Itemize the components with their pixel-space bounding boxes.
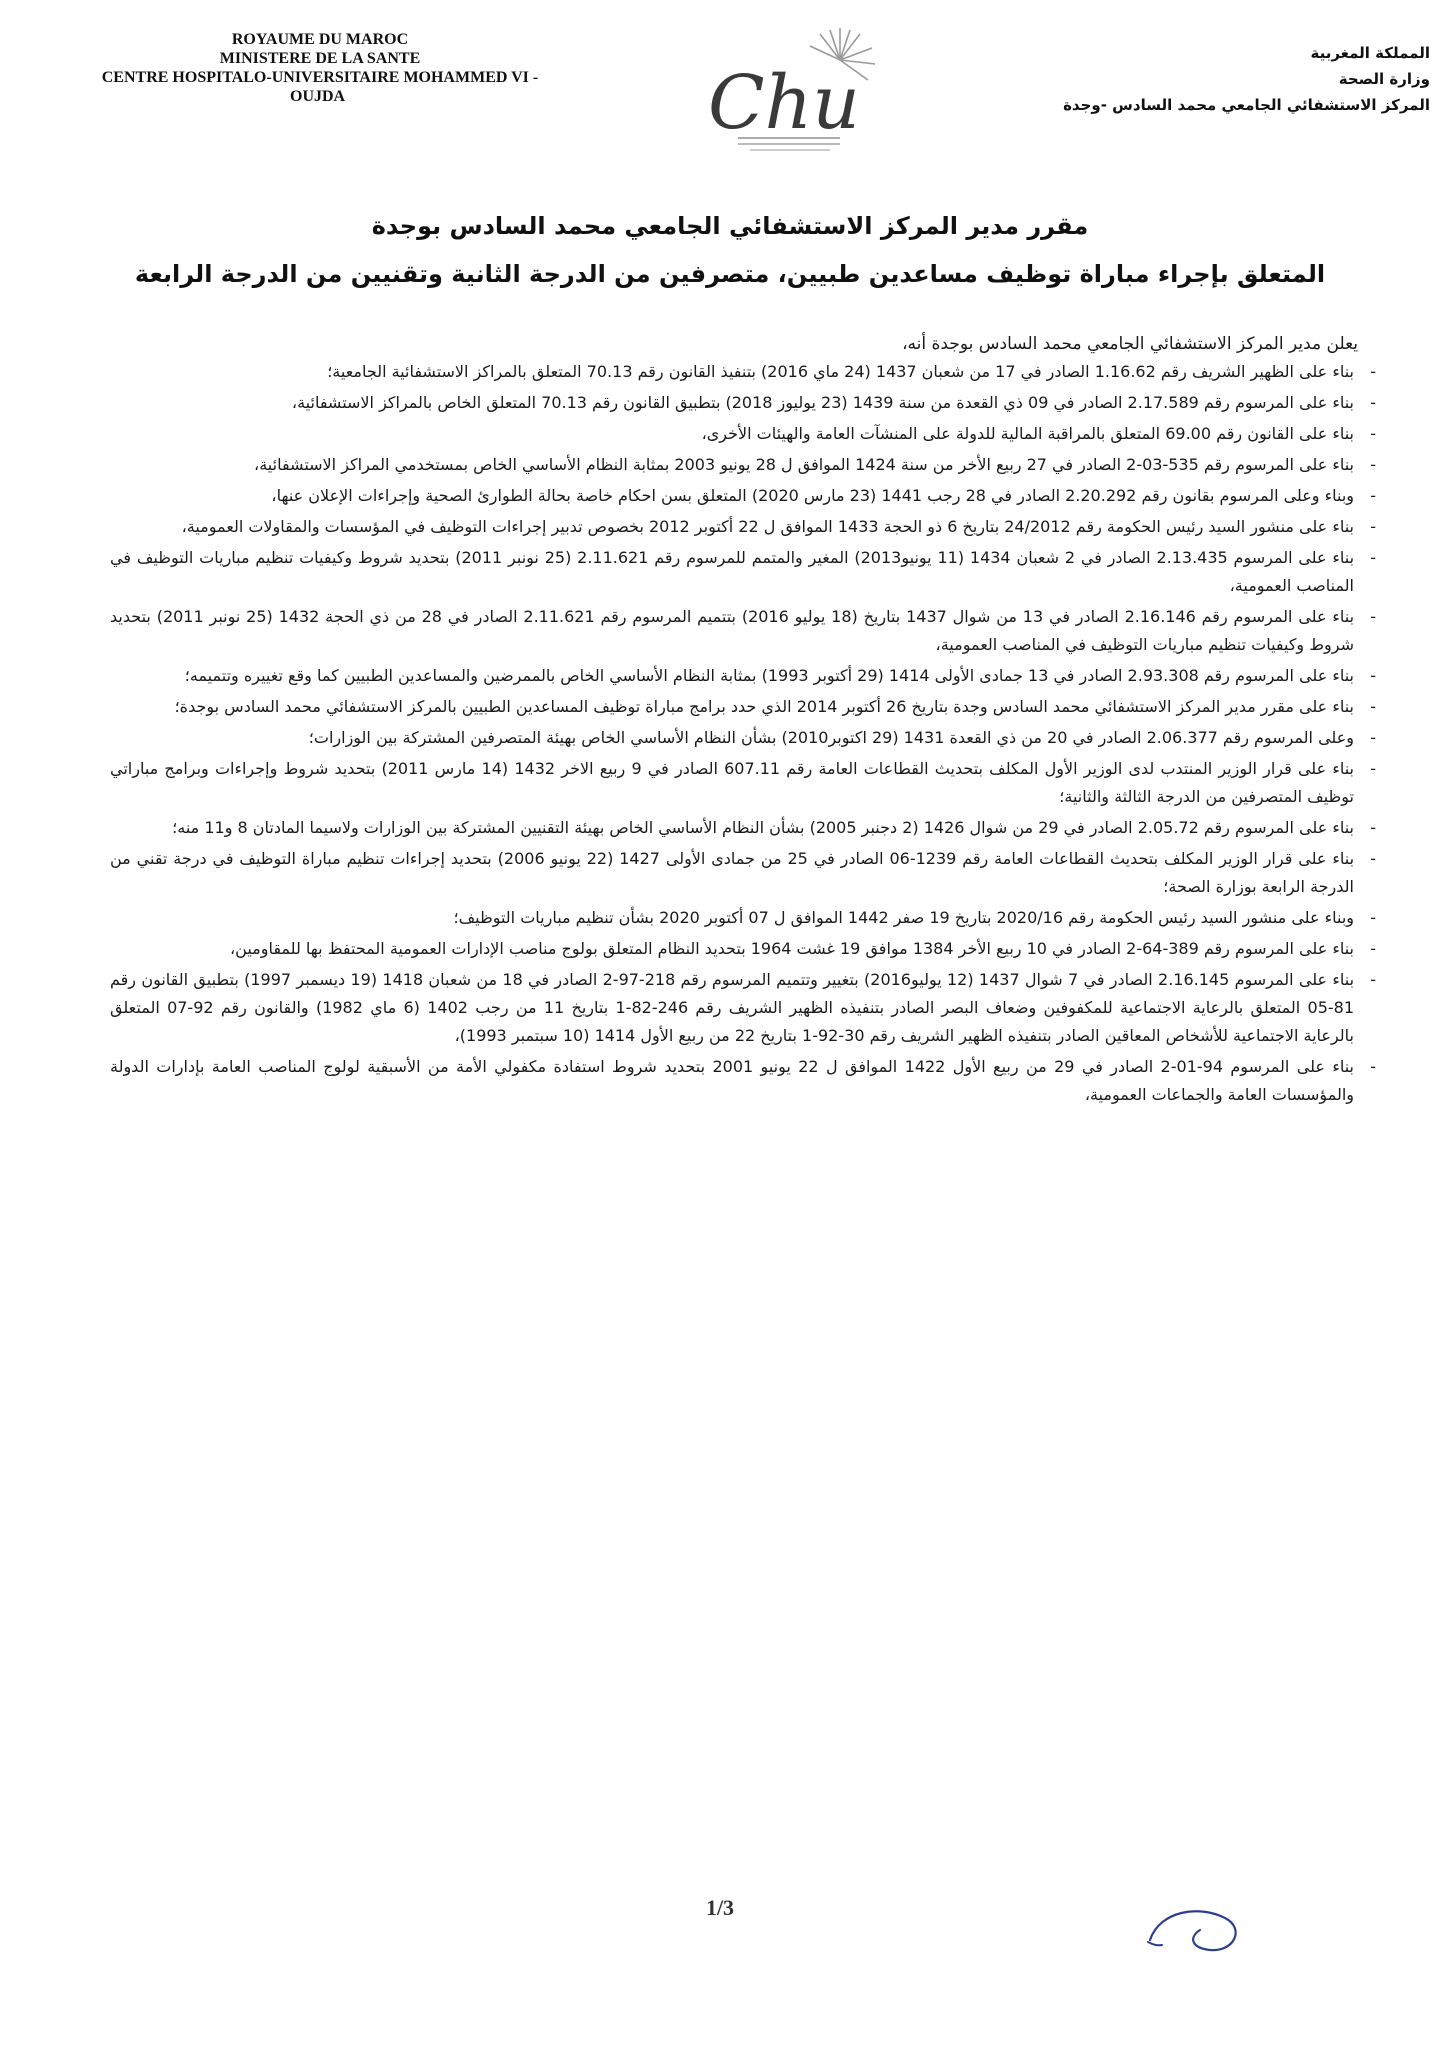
list-item: - بناء على مقرر مدير المركز الاستشفائي محمد السادس وجدة بتاريخ 26 أكتوبر 2014 الذي حدد برامج مباراة توظيف المساعدين الطبيين بالمركز الاستشفائي محمد السادس بوجدة؛ (174, 697, 1376, 716)
list-item: - وعلى المرسوم رقم 2.06.377 الصادر في 20 من ذي القعدة 1431 (29 اكتوبر2010) بشأن النظام الأساسي الخاص بهيئة المتصرفين المشتركة بين الوزارات؛ (308, 728, 1376, 747)
clause-text: بناء على المرسوم رقم 2.17.589 الصادر في 09 ذي القعدة من سنة 1439 (23 يوليوز 2018) بتطبيق القانون رقم 70.13 المتعلق الخاص بالمراكز الاستشفائية، (291, 393, 1354, 412)
list-item: - بناء على الظهير الشريف رقم 1.16.62 الصادر في 17 من شعبان 1437 (24 ماي 2016) بتنفيذ القانون رقم 70.13 المتعلق بالمراكز الاستشفائية الجامعية؛ (327, 362, 1376, 381)
clause-text: بناء على المرسوم رقم 2.05.72 الصادر في 29 من شوال 1426 (2 دجنبر 2005) بشأن النظام الأساسي الخاص بهيئة التقنيين المشتركة بين الوزارات ولاسيما المادتان 8 و11 منه؛ (172, 818, 1354, 837)
list-item: - بناء على المرسوم رقم 2.16.146 الصادر في 13 من شوال 1437 بتاريخ (18 يوليو 2016) بتتميم المرسوم رقم 2.11.621 الصادر في 28 من ذي الحجة 1432 (25 نونبر 2011) بتحديد شروط وكيفيات تنظيم مباريات التوظيف في المناصب العمومية، (110, 607, 1376, 654)
handwritten-signature (1140, 1900, 1250, 1960)
clause-text: وبناء على منشور السيد رئيس الحكومة رقم 2020/16 بتاريخ 19 صفر 1442 الموافق ل 07 أكتوبر 2020 بشأن تنظيم مباريات التوظيف؛ (453, 908, 1354, 927)
header-ar-line-1: المملكة المغربية (1310, 44, 1430, 62)
clause-text: بناء على قرار الوزير المنتدب لدى الوزير الأول المكلف بتحديث القطاعات العامة رقم 607.11 الصادر في 9 ربيع الاخر 1432 (14 مارس 2011) بتحديد شروط وإجراءات وبرامج مباراتي توظيف المتصرفين من الدرجة الثالثة والثانية؛ (110, 759, 1355, 806)
list-item: - بناء على منشور السيد رئيس الحكومة رقم 24/2012 بتاريخ 6 ذو الحجة 1433 الموافق ل 22 أكتوبر 2012 بخصوص تدبير إجراءات التوظيف في المؤسسات والمقاولات العمومية، (181, 517, 1376, 536)
header-arabic (1010, 40, 1430, 118)
list-item: - بناء على المرسوم رقم 2.93.308 الصادر في 13 جمادى الأولى 1414 (29 أكتوبر 1993) بمثابة النظام الأساسي الخاص بالممرضين والمساعدين الطبيين كما وقع تغييره وتتميمه؛ (184, 666, 1376, 685)
page-number: 1/3 (705, 1895, 735, 1920)
document-subtitle: المتعلق بإجراء مباراة توظيف مساعدين طبيين، متصرفين من الدرجة الثانية وتقنيين من الدرجة الرابعة (134, 260, 1326, 288)
list-item: - بناء على المرسوم 2.13.435 الصادر في 2 شعبان 1434 (11 يونيو2013) المغير والمتمم للمرسوم رقم 2.11.621 (25 نونبر 2011) بتحديد شروط وكيفيات تنظيم مباريات التوظيف في المناصب العمومية، (110, 548, 1376, 595)
clause-text: بناء على المرسوم رقم 535-03-2 الصادر في 27 ربيع الأخر من سنة 1424 الموافق ل 28 يونيو 2003 بمثابة النظام الأساسي الخاص بمستخدمي المراكز الاستشفائية، (254, 455, 1354, 474)
list-item: - بناء على المرسوم رقم 2.05.72 الصادر في 29 من شوال 1426 (2 دجنبر 2005) بشأن النظام الأساسي الخاص بهيئة التقنيين المشتركة بين الوزارات ولاسيما المادتان 8 و11 منه؛ (172, 818, 1376, 837)
clause-text: بناء على القانون رقم 69.00 المتعلق بالمراقبة المالية للدولة على المنشآت العامة والهيئات الأخرى، (701, 424, 1354, 443)
clause-text: وبناء وعلى المرسوم بقانون رقم 2.20.292 الصادر في 28 رجب 1441 (23 مارس 2020) المتعلق بسن احكام خاصة بحالة الطوارئ الصحية وإجراءات الإعلان عنها، (271, 486, 1354, 505)
list-item: - بناء على قرار الوزير المكلف بتحديث القطاعات العامة رقم 1239-06 الصادر في 25 من جمادى الأولى 1427 (22 يونيو 2006) بتحديد إجراءات تنظيم مباراة التوظيف في درجة تقني من الدرجة الرابعة بوزارة الصحة؛ (110, 849, 1376, 896)
clause-text: بناء على المرسوم رقم 389-64-2 الصادر في 10 ربيع الأخر 1384 موافق 19 غشت 1964 بتحديد النظام المتعلق بولوج مناصب الإدارات العمومية المحتفظ بها للمقاومين، (229, 939, 1354, 958)
header-fr-line-2: MINISTERE DE LA SANTE (219, 50, 421, 67)
list-item: - بناء على المرسوم رقم 535-03-2 الصادر في 27 ربيع الأخر من سنة 1424 الموافق ل 28 يونيو 2003 بمثابة النظام الأساسي الخاص بمستخدمي المراكز الاستشفائية، (254, 455, 1376, 474)
list-item: - بناء على القانون رقم 69.00 المتعلق بالمراقبة المالية للدولة على المنشآت العامة والهيئات الأخرى، (701, 424, 1376, 443)
clause-text: وعلى المرسوم رقم 2.06.377 الصادر في 20 من ذي القعدة 1431 (29 اكتوبر2010) بشأن النظام الأساسي الخاص بهيئة المتصرفين المشتركة بين الوزارات؛ (308, 728, 1354, 747)
list-item: - بناء على المرسوم رقم 389-64-2 الصادر في 10 ربيع الأخر 1384 موافق 19 غشت 1964 بتحديد النظام المتعلق بولوج مناصب الإدارات العمومية المحتفظ بها للمقاومين، (229, 939, 1376, 958)
list-item: - وبناء على منشور السيد رئيس الحكومة رقم 2020/16 بتاريخ 19 صفر 1442 الموافق ل 07 أكتوبر 2020 بشأن تنظيم مباريات التوظيف؛ (453, 908, 1376, 927)
chu-logo (690, 20, 890, 160)
header-french (40, 30, 600, 106)
clause-text: بناء على المرسوم رقم 2.93.308 الصادر في 13 جمادى الأولى 1414 (29 أكتوبر 1993) بمثابة النظام الأساسي الخاص بالممرضين والمساعدين الطبيين كما وقع تغييره وتتميمه؛ (184, 666, 1354, 685)
legal-basis-list (110, 358, 1376, 1112)
clause-text: بناء على منشور السيد رئيس الحكومة رقم 24/2012 بتاريخ 6 ذو الحجة 1433 الموافق ل 22 أكتوبر 2012 بخصوص تدبير إجراءات التوظيف في المؤسسات والمقاولات العمومية، (181, 517, 1354, 536)
document-title: مقرر مدير المركز الاستشفائي الجامعي محمد السادس بوجدة (371, 212, 1089, 240)
list-item: - بناء على قرار الوزير المنتدب لدى الوزير الأول المكلف بتحديث القطاعات العامة رقم 607.11 الصادر في 9 ربيع الاخر 1432 (14 مارس 2011) بتحديد شروط وإجراءات وبرامج مباراتي توظيف المتصرفين من الدرجة الثالثة والثانية؛ (110, 759, 1376, 806)
clause-text: بناء على قرار الوزير المكلف بتحديث القطاعات العامة رقم 1239-06 الصادر في 25 من جمادى الأولى 1427 (22 يونيو 2006) بتحديد إجراءات تنظيم مباراة التوظيف في درجة تقني من الدرجة الرابعة بوزارة الصحة؛ (110, 849, 1355, 896)
header-ar-line-2: وزارة الصحة (1338, 70, 1430, 88)
header-fr-line-1: ROYAUME DU MAROC (231, 31, 409, 48)
intro-text: يعلن مدير المركز الاستشفائي الجامعي محمد السادس بوجدة أنه، (902, 334, 1358, 354)
list-item: - بناء على المرسوم 94-01-2 الصادر في 29 من ربيع الأول 1422 الموافق ل 22 يونيو 2001 بتحديد شروط استفادة مكفولي الأمة من الأسبقية لولوج المناصب العامة بإدارات الدولة والمؤسسات العامة والجماعات العمومية، (110, 1057, 1376, 1104)
logo-mark: Chu (708, 60, 860, 146)
list-item: - بناء على المرسوم 2.16.145 الصادر في 7 شوال 1437 (12 يوليو2016) بتغيير وتتميم المرسوم رقم 218-97-2 الصادر في 18 من شعبان 1418 (19 ديسمبر 1997) بتطبيق القانون رقم 81-05 المتعلق بالرعاية الاجتماعية للمكفوفين وضعاف البصر الصادر بتنفيذه الظهير الشريف رقم 246-82-1 بتاريخ 11 من رجب 1402 (6 ماي 1982) والقانون رقم 92-07 المتعلق بالرعاية الاجتماعية للأشخاص المعاقين الصادر بتنفيذه الظهير الشريف رقم 30-92-1 بتاريخ 22 من ربيع الأول 1414 (10 سبتمبر 1993)، (110, 970, 1376, 1045)
clause-text: بناء على المرسوم 94-01-2 الصادر في 29 من ربيع الأول 1422 الموافق ل 22 يونيو 2001 بتحديد شروط استفادة مكفولي الأمة من الأسبقية لولوج المناصب العامة بإدارات الدولة والمؤسسات العامة والجماعات العمومية، (110, 1057, 1355, 1104)
clause-text: بناء على المرسوم 2.13.435 الصادر في 2 شعبان 1434 (11 يونيو2013) المغير والمتمم للمرسوم رقم 2.11.621 (25 نونبر 2011) بتحديد شروط وكيفيات تنظيم مباريات التوظيف في المناصب العمومية، (110, 548, 1355, 595)
clause-text: بناء على المرسوم رقم 2.16.146 الصادر في 13 من شوال 1437 بتاريخ (18 يوليو 2016) بتتميم المرسوم رقم 2.11.621 الصادر في 28 من ذي الحجة 1432 (25 نونبر 2011) بتحديد شروط وكيفيات تنظيم مباريات التوظيف في المناصب العمومية، (110, 607, 1355, 654)
header-fr-line-3: CENTRE HOSPITALO-UNIVERSITAIRE MOHAMMED VI - (101, 69, 539, 86)
header-fr-line-4: OUJDA (290, 88, 346, 105)
list-item: - بناء على المرسوم رقم 2.17.589 الصادر في 09 ذي القعدة من سنة 1439 (23 يوليوز 2018) بتطبيق القانون رقم 70.13 المتعلق الخاص بالمراكز الاستشفائية، (291, 393, 1376, 412)
clause-text: بناء على الظهير الشريف رقم 1.16.62 الصادر في 17 من شعبان 1437 (24 ماي 2016) بتنفيذ القانون رقم 70.13 المتعلق بالمراكز الاستشفائية الجامعية؛ (327, 362, 1354, 381)
list-item: - وبناء وعلى المرسوم بقانون رقم 2.20.292 الصادر في 28 رجب 1441 (23 مارس 2020) المتعلق بسن احكام خاصة بحالة الطوارئ الصحية وإجراءات الإعلان عنها، (271, 486, 1376, 505)
clause-text: بناء على المرسوم 2.16.145 الصادر في 7 شوال 1437 (12 يوليو2016) بتغيير وتتميم المرسوم رقم 218-97-2 الصادر في 18 من شعبان 1418 (19 ديسمبر 1997) بتطبيق القانون رقم 81-05 المتعلق بالرعاية الاجتماعية للمكفوفين وضعاف البصر الصادر بتنفيذه الظهير الشريف رقم 246-82-1 بتاريخ 11 من رجب 1402 (6 ماي 1982) والقانون رقم 92-07 المتعلق بالرعاية الاجتماعية للأشخاص المعاقين الصادر بتنفيذه الظهير الشريف رقم 30-92-1 بتاريخ 22 من ربيع الأول 1414 (10 سبتمبر 1993)، (110, 970, 1355, 1045)
header-ar-line-3: المركز الاستشفائي الجامعي محمد السادس -وجدة (1063, 96, 1430, 114)
clause-text: بناء على مقرر مدير المركز الاستشفائي محمد السادس وجدة بتاريخ 26 أكتوبر 2014 الذي حدد برامج مباراة توظيف المساعدين الطبيين بالمركز الاستشفائي محمد السادس بوجدة؛ (174, 697, 1354, 716)
